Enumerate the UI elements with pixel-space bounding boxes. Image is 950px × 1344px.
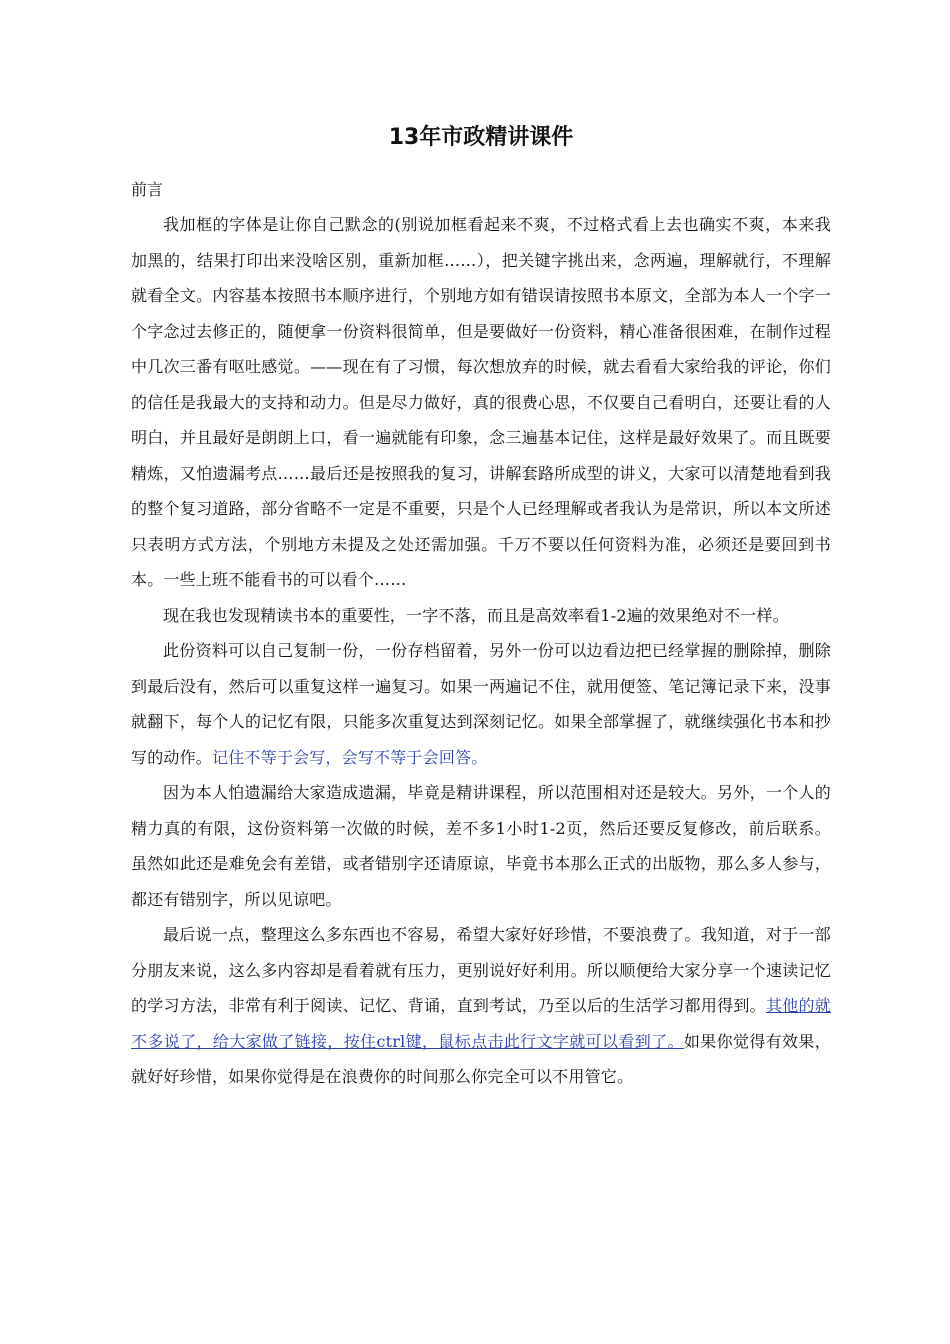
paragraph-2: 现在我也发现精读书本的重要性，一字不落，而且是高效率看1-2遍的效果绝对不一样。 xyxy=(163,605,789,625)
highlighted-note: 记住不等于会写，会写不等于会回答。 xyxy=(212,747,488,767)
paragraph-5-text-before-link: 最后说一点，整理这么多东西也不容易，希望大家好好珍惜，不要浪费了。我知道，对于一部分朋友来说，这么多内容却是看着就有压力，更别说好好利用。所以顺便给大家分享一个速读记忆的学习方法，非常有利于阅读、记忆、背诵，直到考试，乃至以后的生活学习都用得到。 xyxy=(131,925,831,1015)
paragraph-1: 我加框的字体是让你自己默念的(别说加框看起来不爽，不过格式看上去也确实不爽，本来我加黑的，结果打印出来没啥区别，重新加框……），把关键字挑出来，念两遍，理解就行，不理解就看全文。内容基本按照书本顺序进行，个别地方如有错误请按照书本原文，全部为本人一个字一个字念过去修正的，随便拿一份资料很简单，但是要做好一份资料，精心准备很困难，在制作过程中几次三番有呕吐感觉。——现在有了习惯，每次想放弃的时候，就去看看大家给我的评论，你们的信任是我最大的支持和动力。但是尽力做好，真的很费心思，不仅要自己看明白，还要让看的人明白，并且最好是朗朗上口，看一遍就能有印象，念三遍基本记住，这样是最好效果了。而且既要精炼，又怕遗漏考点……最后还是按照我的复习，讲解套路所成型的讲义，大家可以清楚地看到我的整个复习道路，部分省略不一定是不重要，只是个人已经理解或者我认为是常识，所以本文所述只表明方式方法，个别地方未提及之处还需加强。千万不要以任何资料为准，必须还是要回到书本。一些上班不能看书的可以看个…… xyxy=(131,215,831,589)
document-title: 13年市政精讲课件 xyxy=(388,125,574,150)
speed-reading-link[interactable]: 其他的就不多说了，给大家做了链接，按住ctrl键，鼠标点击此行文字就可以看到了。 xyxy=(131,996,831,1051)
paragraph-3 xyxy=(131,633,831,775)
section-heading-preface: 前言 xyxy=(131,180,164,199)
document-page xyxy=(131,118,831,1095)
paragraph-4: 因为本人怕遗漏给大家造成遗漏，毕竟是精讲课程，所以范围相对还是较大。另外，一个人的精力真的有限，这份资料第一次做的时候，差不多1小时1-2页，然后还要反复修改，前后联系。虽然如此还是难免会有差错，或者错别字还请原谅，毕竟书本那么正式的出版物，那么多人参与，都还有错别字，所以见谅吧。 xyxy=(131,783,831,909)
paragraph-3-main-text: 此份资料可以自己复制一份，一份存档留着，另外一份可以边看边把已经掌握的删除掉，删除到最后没有，然后可以重复这样一遍复习。如果一两遍记不住，就用便签、笔记簿记录下来，没事就翻下，每个人的记忆有限，只能多次重复达到深刻记忆。如果全部掌握了，就继续强化书本和抄写的动作。 xyxy=(131,641,831,767)
paragraph-5-text-after-link: 如果你觉得有效果，就好好珍惜，如果你觉得是在浪费你的时间那么你完全可以不用管它。 xyxy=(131,1031,831,1086)
paragraph-5 xyxy=(131,917,831,1095)
